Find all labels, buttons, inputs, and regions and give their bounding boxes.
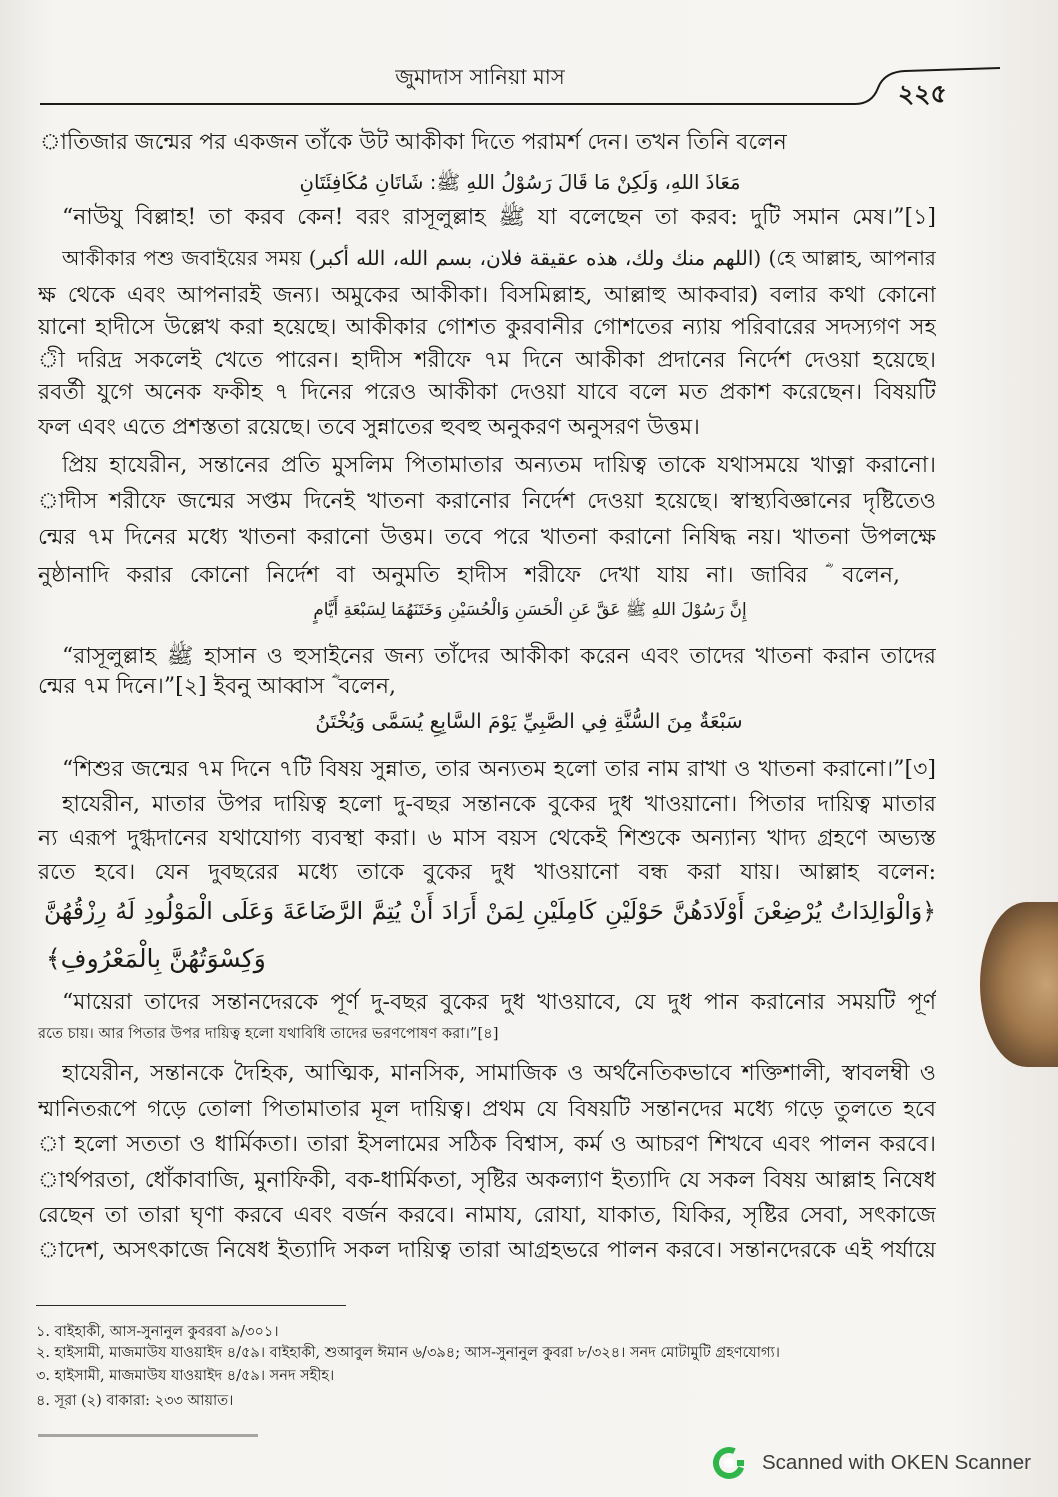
paragraph-line: াদেশ, অসৎকাজে নিষেধ ইত্যাদি সকল দায়িত্ব তারা আগ্রহভরে পালন করবে। সন্তানদেরকে এই পর্যায়ে <box>38 1238 936 1263</box>
paragraph-line: ন্য এরূপ দুগ্ধদানের যথাযোগ্য ব্যবস্থা করা। ৬ মাস বয়স থেকেই শিশুকে অন্যান্য খাদ্য গ্রহণে অভ্যস্ত <box>38 826 936 851</box>
paragraph-line: ক্ষ থেকে এবং আপনারই জন্য। অমুকের আকীকা। বিসমিল্লাহ, আল্লাহু আকবার) বলার কথা কোনো <box>38 283 936 308</box>
oken-scanner-logo-icon <box>712 1446 746 1480</box>
footnote <box>36 1391 936 1411</box>
paragraph-line: রতে হবে। যেন দুবছরের মধ্যে তাকে বুকের দুধ খাওয়ানো বন্ধ করা যায়। আল্লাহ বলেন: <box>38 860 936 885</box>
paragraph-line: ন্মের ৭ম দিনের মধ্যে খাতনা করানো উত্তম। তবে পরে খাতনা করানো নিষিদ্ধ নয়। খাতনা উপলক্ষে <box>38 525 936 550</box>
paragraph-line: রেছেন তা তারা ঘৃণা করবে এবং বর্জন করবে। নামায, রোযা, যাকাত, যিকির, সৃষ্টির সেবা, সৎকাজে <box>38 1203 936 1228</box>
scanner-watermark-text: Scanned with OKEN Scanner <box>762 1451 1031 1474</box>
footnote-marker: ১. <box>36 1324 51 1340</box>
running-header-title: জুমাদাস সানিয়া মাস <box>395 65 565 89</box>
paragraph-line: আকীকার পশু জবাইয়ের সময় (اللهم منك ولك، هذه عقيقة فلان، بسم الله، الله أكبر) (হে আল্লাহ, আপনার <box>62 246 936 270</box>
paragraph-line: হাযেরীন, সন্তানকে দৈহিক, আত্মিক, মানসিক, সামাজিক ও অর্থনৈতিকভাবে শক্তিশালী, স্বাবলম্বী ও <box>62 1061 936 1086</box>
footnote-marker: ৩. <box>36 1368 51 1384</box>
page-number: ২২৫ <box>898 79 947 108</box>
paragraph-line: “শিশুর জন্মের ৭ম দিনে ৭টি বিষয় সুন্নাত, তার অন্যতম হলো তার নাম রাখা ও খাতনা করানো।”[৩] <box>62 757 936 782</box>
paragraph-line: ন্মের ৭ম দিনে।”[২] ইবনু আব্বাস ؓ বলেন, <box>38 674 397 699</box>
footnote <box>36 1343 936 1363</box>
paragraph-line: “নাউযু বিল্লাহ! তা করব কেন! বরং রাসূলুল্লাহ ﷺ যা বলেছেন তা করব: দুটি সমান মেষ।”[১] <box>62 205 936 230</box>
footnote-text: সূরা (২) বাকারা: ২৩৩ আয়াত। <box>54 1393 234 1409</box>
paragraph-line: রবর্তী যুগে অনেক ফকীহ ৭ দিনের পরেও আকীকা দেওয়া যাবে বলে মত প্রকাশ করেছেন। বিষয়টি <box>38 380 936 405</box>
paragraph-line: “রাসূলুল্লাহ ﷺ হাসান ও হুসাইনের জন্য তাঁদের আকীকা করেন এবং তাদের খাতনা করান তাদের <box>62 644 936 669</box>
paragraph-line: ী দরিদ্র সকলেই খেতে পারেন। হাদীস শরীফে ৭ম দিনে আকীকা প্রদানের নির্দেশ দেওয়া হয়েছে। <box>38 348 936 373</box>
footnote-text: বাইহাকী, আস-সুনানুল কুবরবা ৯/৩০১। <box>54 1324 279 1340</box>
paragraph-line: ার্থপরতা, ধোঁকাবাজি, মুনাফিকী, বক-ধার্মিকতা, সৃষ্টির অকল্যাণ ইত্যাদি যে সকল বিষয় আল্লাহ নিষেধ <box>38 1168 936 1193</box>
paragraph-line: রতে চায়। আর পিতার উপর দায়িত্ব হলো যথাবিধি তাদের ভরণপোষণ করা।”[৪] <box>38 1025 499 1042</box>
arabic-quran-verse-line: ﴿وَالْوَالِدَاتُ يُرْضِعْنَ أَوْلَادَهُنَّ حَوْلَيْنِ كَامِلَيْنِ لِمَنْ أَرَادَ أَنْ يُتِمَّ الرَّضَاعَةَ وَعَلَى الْمَوْلُودِ لَهُ رِزْقُهُنَّ <box>44 897 936 925</box>
footnote <box>36 1366 936 1386</box>
scan-smudge <box>38 1434 258 1437</box>
paragraph-line: াদীস শরীফে জন্মের সপ্তম দিনেই খাতনা করানোর নির্দেশ দেওয়া হয়েছে। স্বাস্থ্যবিজ্ঞানের দৃষ্টিতেও <box>38 489 936 514</box>
footnote <box>36 1322 936 1342</box>
page-edge-stain <box>980 902 1058 1067</box>
paragraph-line: “মায়েরা তাদের সন্তানদেরকে পূর্ণ দু-বছর বুকের দুধ খাওয়াবে, যে দুধ পান করানোর সময়টি পূর্ণ <box>62 990 936 1015</box>
paragraph-line: া হলো সততা ও ধার্মিকতা। তারা ইসলামের সঠিক বিশ্বাস, কর্ম ও আচরণ শিখবে এবং পালন করবে। <box>38 1132 936 1157</box>
paragraph-line: ফল এবং এতে প্রশস্ততা রয়েছে। তবে সুন্নাতের হুবহু অনুকরণ অনুসরণ উত্তম। <box>38 415 700 440</box>
arabic-quote-line: سَبْعَةٌ مِنَ السُّنَّةِ فِي الصَّبِيِّ يَوْمَ السَّابِعِ يُسَمَّى وَيُخْتَنُ <box>315 709 743 733</box>
paragraph-line: য়ানো হাদীসে উল্লেখ করা হয়েছে। আকীকার গোশত কুরবানীর গোশতের ন্যায় পরিবারের সদস্যগণ সহ <box>38 315 936 340</box>
footnote-divider <box>36 1305 346 1306</box>
paragraph-line: নুষ্ঠানাদি করার কোনো নির্দেশ বা অনুমতি হাদীস শরীফে দেখা যায় না। জাবির ؓ বলেন, <box>38 563 900 588</box>
paragraph-line: হাযেরীন, মাতার উপর দায়িত্ব হলো দু-বছর সন্তানকে বুকের দুধ খাওয়ানো। পিতার দায়িত্ব মাতার <box>62 792 936 817</box>
paragraph-line: ম্মানিতরূপে গড়ে তোলা পিতামাতার মূল দায়িত্ব। প্রথম যে বিষয়টি সন্তানদের মধ্যে গড়ে তুলতে হবে <box>38 1097 936 1122</box>
footnote-text: হাইসামী, মাজমাউয যাওয়াইদ ৪/৫৯। সনদ সহীহ। <box>54 1368 335 1384</box>
arabic-quote-line: إِنَّ رَسُوْلَ اللهِ ﷺ عَقَّ عَنِ الْحَسَنِ وَالْحُسَيْنِ وَخَتَنَهُمَا لِسَبْعَةِ أَيَّامٍ <box>313 599 747 619</box>
footnote-text: হাইসামী, মাজমাউয যাওয়াইদ ৪/৫৯। বাইহাকী, শুআবুল ঈমান ৬/৩৯৪; আস-সুনানুল কুবরা ৮/৩২৪। সনদ মোটামুটি গ্রহণযোগ্য। <box>54 1345 780 1361</box>
arabic-quote-line: مَعَاذَ اللهِ، وَلَكِنْ مَا قَالَ رَسُوْلُ اللهِ ﷺ: شَاتَانِ مُكَافِئَتَانِ <box>299 171 741 194</box>
paragraph-line: াতিজার জন্মের পর একজন তাঁকে উট আকীকা দিতে পরামর্শ দেন। তখন তিনি বলেন <box>40 130 787 155</box>
footnote-marker: ৪. <box>36 1393 51 1409</box>
arabic-quran-verse-line: وَكِسْوَتُهُنَّ بِالْمَعْرُوفِ﴾ <box>46 944 266 973</box>
footnote-marker: ২. <box>36 1345 51 1361</box>
paragraph-line: প্রিয় হাযেরীন, সন্তানের প্রতি মুসলিম পিতামাতার অন্যতম দায়িত্ব তাকে যথাসময়ে খাত্না করানো। <box>62 453 936 478</box>
